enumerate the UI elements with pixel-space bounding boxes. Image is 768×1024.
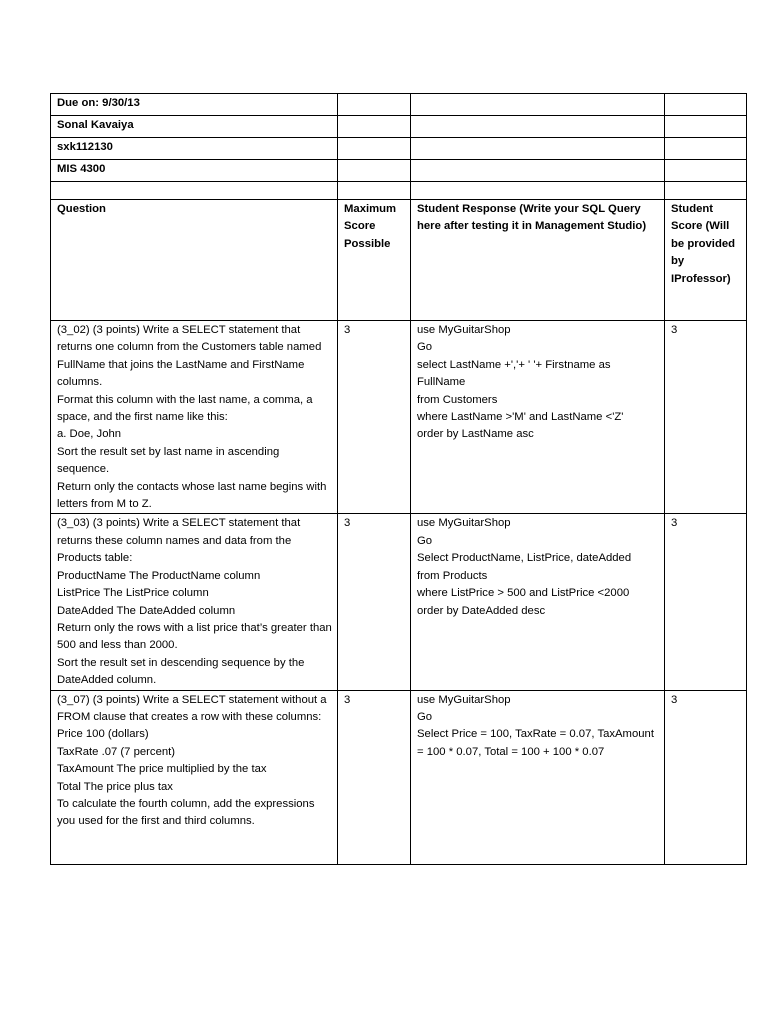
- question-header: Question: [51, 200, 338, 321]
- student-name-row: [51, 116, 747, 138]
- student-id: sxk112130: [51, 138, 338, 160]
- student-score: 3: [665, 514, 747, 690]
- assignment-table: [50, 93, 747, 865]
- max-score-header: Maximum Score Possible: [338, 200, 411, 321]
- student-score: 3: [665, 321, 747, 514]
- student-score: 3: [665, 690, 747, 864]
- due-date: Due on: 9/30/13: [51, 94, 338, 116]
- student-name: Sonal Kavaiya: [51, 116, 338, 138]
- spacer-row: [51, 182, 747, 200]
- question-text: (3_02) (3 points) Write a SELECT statement that returns one column from the Customers table named FullName that joins the LastName and FirstName columns. Format this column with the last name, a comma, a space, and the first name like this: a. Doe, John Sort the result set by last name in ascending sequence. Return only the contacts whose last name begins with letters from M to Z.: [51, 321, 338, 514]
- max-score: 3: [338, 321, 411, 514]
- question-row: [51, 514, 747, 690]
- question-text: (3_03) (3 points) Write a SELECT statement that returns these column names and data from the Products table: ProductName The ProductName column ListPrice The ListPrice column DateAdded The DateAdded column Return only the rows with a list price that’s greater than 500 and less than 2000. Sort the result set in descending sequence by the DateAdded column.: [51, 514, 338, 690]
- max-score: 3: [338, 514, 411, 690]
- student-id-row: [51, 138, 747, 160]
- student-response: use MyGuitarShop Go Select ProductName, ListPrice, dateAdded from Products where ListPrice > 500 and ListPrice <2000 order by DateAdded desc: [411, 514, 665, 690]
- student-response: use MyGuitarShop Go Select Price = 100, TaxRate = 0.07, TaxAmount = 100 * 0.07, Total = 100 + 100 * 0.07: [411, 690, 665, 864]
- question-text: (3_07) (3 points) Write a SELECT statement without a FROM clause that creates a row with these columns: Price 100 (dollars) TaxRate .07 (7 percent) TaxAmount The price multiplied by the tax Total The price plus tax To calculate the fourth column, add the expressions you used for the first and third columns.: [51, 690, 338, 864]
- max-score: 3: [338, 690, 411, 864]
- question-row: [51, 321, 747, 514]
- response-header: Student Response (Write your SQL Query here after testing it in Management Studio): [411, 200, 665, 321]
- course-code: MIS 4300: [51, 160, 338, 182]
- course-row: [51, 160, 747, 182]
- due-date-row: [51, 94, 747, 116]
- question-row: [51, 690, 747, 864]
- column-header-row: [51, 200, 747, 321]
- student-score-header: Student Score (Will be provided by IProfessor): [665, 200, 747, 321]
- student-response: use MyGuitarShop Go select LastName +','+ ' '+ Firstname as FullName from Customers where LastName >'M' and LastName <'Z' order by LastName asc: [411, 321, 665, 514]
